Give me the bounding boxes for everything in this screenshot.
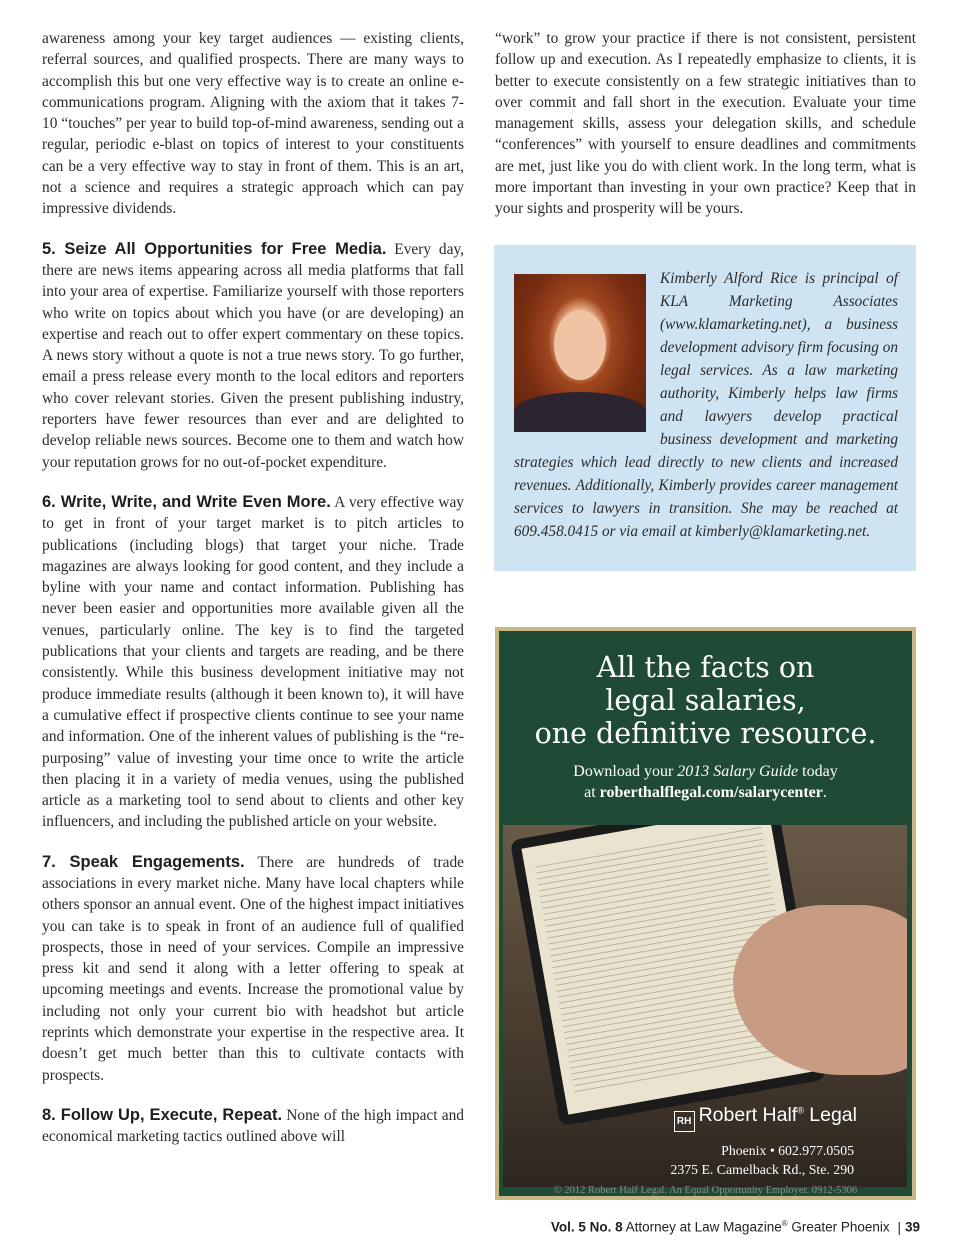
section-5-body: Every day, there are news items appearing across all media platforms that fall into your area of expertise. Familiarize yourself with those reporters who write on topics about which you have (or are developing) an expertise and reach out to offer expert commentary on these topics. A news story without a quote is not a true news story. To go further, email a press release every month to the local editors and reporters who cover relevant stories. Given the present publishing industry, reporters have fewer resources than ever and are delighted to develop reliable news sources. Become one to them and watch how your reputation grows for no out-of-pocket expenditure. <box>42 240 464 471</box>
ad-tablet-photo <box>503 825 907 1187</box>
author-bio-text <box>514 267 898 543</box>
footer-edition: Greater Phoenix <box>787 1219 890 1235</box>
right-column <box>495 28 916 239</box>
section-7-body: There are hundreds of trade associations in every market niche. Many have local chapters while others sponsor an annual event. One of the highest impact initiatives you can take is to speak in front of an audience full of qualified prospects, those in need of your services. Compile an impressive press kit and send it along with a letter offering to speak at upcoming meetings and events. Increase the promotional value by including not only your current bio with headshot but article reprints which demonstrate your expertise in the respective area. It doesn’t get much better than this to cultivate contacts with prospects. <box>42 853 464 1084</box>
author-bio-content: Kimberly Alford Rice is principal of KLA Marketing Associates (www.klamarketing.net), a business development advisory firm focusing on legal services. As a law marketing authority, Kimberly helps law firms and lawyers develop practical business development and marketing strategies which lead directly to new clients and increased revenues. Additionally, Kimberly provides career management services to lawyers in transition. She may be reached at 609.458.0415 or via email at kimberly@klamarketing.net. <box>514 270 898 540</box>
author-bio-box <box>494 245 916 571</box>
ad-phone: Phoenix • 602.977.0505 <box>721 1143 854 1158</box>
intro-paragraph: awareness among your key target audiences — existing clients, referral sources, and qualified prospects. There are many ways to accomplish this but one very effective way is to create an online e-communications program. Aligning with the axiom that it takes 7-10 “touches” per year to build top-of-mind awareness, sending out a regular, periodic e-blast on topics of interest to your constituents can be a very effective way to stay in front of them. This is an art, not a science and requires a strategic approach which can pay impressive dividends. <box>42 30 464 218</box>
ad-subline <box>499 761 912 803</box>
ad-address <box>670 1141 854 1179</box>
ad-sub-text-2: today <box>798 763 838 780</box>
ad-copyright: © 2012 Robert Half Legal. An Equal Opportunity Employer. 0912-5306 <box>553 1185 858 1196</box>
ad-brand-name: Robert Half <box>698 1104 798 1126</box>
section-8-heading: 8. Follow Up, Execute, Repeat. <box>42 1105 283 1124</box>
section-7-heading: 7. Speak Engagements. <box>42 852 245 871</box>
ad-salary-guide-title: 2013 Salary Guide <box>677 763 799 780</box>
ad-url-link[interactable]: roberthalflegal.com/salarycenter <box>599 784 823 801</box>
ad-sub-text-3: at <box>584 784 600 801</box>
page-number: 39 <box>904 1219 920 1235</box>
ad-headline-line-1: All the facts on <box>596 651 815 684</box>
section-8-body: None of the high impact and economical marketing tactics outlined above will <box>42 1106 464 1146</box>
photo-spacer <box>514 267 660 449</box>
section-5 <box>42 239 464 473</box>
footer-magazine: Attorney at Law Magazine <box>625 1219 782 1235</box>
page-footer <box>551 1219 920 1235</box>
ad-brand: RH Robert Half® Legal <box>674 1104 857 1132</box>
footer-separator: | <box>897 1219 901 1235</box>
section-8 <box>42 1105 464 1148</box>
ad-green-panel <box>499 631 912 1196</box>
robert-half-advertisement[interactable] <box>495 627 916 1200</box>
ad-sub-period: . <box>822 784 827 801</box>
footer-registered: ® <box>781 1219 788 1228</box>
ad-sub-text: Download your <box>573 763 678 780</box>
section-7 <box>42 852 464 1086</box>
ad-headline-line-3: one definitive resource. <box>534 717 877 750</box>
ad-headline <box>499 651 912 750</box>
continuation-paragraph: “work” to grow your practice if there is not consistent, persistent follow up and execution. As I repeatedly emphasize to clients, it is better to execute consistently on a few strategic initiatives than to over commit and fall short in the execution. Evaluate your time management skills, assess your delegation skills, and schedule “conferences” with yourself to ensure deadlines and commitments are met, just like you do with client work. In the long term, what is more important than investing in your own practice? Keep that in your sights and prosperity will be yours. <box>495 30 916 218</box>
ad-brand-suffix: Legal <box>803 1104 857 1126</box>
ad-street: 2375 E. Camelback Rd., Ste. 290 <box>670 1162 854 1177</box>
left-column <box>42 28 464 1167</box>
section-6-body: A very effective way to get in front of your target market is to pitch articles to publications (including blogs) that target your niche. Trade magazines are always looking for good content, and they include a byline with your name and contact information. Publishing has never been easier and opportunities more available given all the venues, particularly online. The key is to find the targeted publications that your clients and targets are reading, and be there consistently. While this business development initiative may not produce immediate results (although it been known to), it will have a cumulative effect if prospective clients continue to see your name and information. One of the inherent values of publishing is the “re-purposing” value of investing your time once to write the article then placing it in a variety of media venues, using the published article as a marketing tool to send about to clients and other key influencers, and including the published article on your website. <box>42 493 464 831</box>
ad-headline-line-2: legal salaries, <box>605 684 806 717</box>
section-5-heading: 5. Seize All Opportunities for Free Media. <box>42 239 387 258</box>
footer-volume: Vol. 5 No. 8 <box>550 1219 623 1235</box>
section-6 <box>42 492 464 833</box>
robert-half-logo-icon: RH <box>674 1111 695 1132</box>
section-6-heading: 6. Write, Write, and Write Even More. <box>42 492 331 511</box>
